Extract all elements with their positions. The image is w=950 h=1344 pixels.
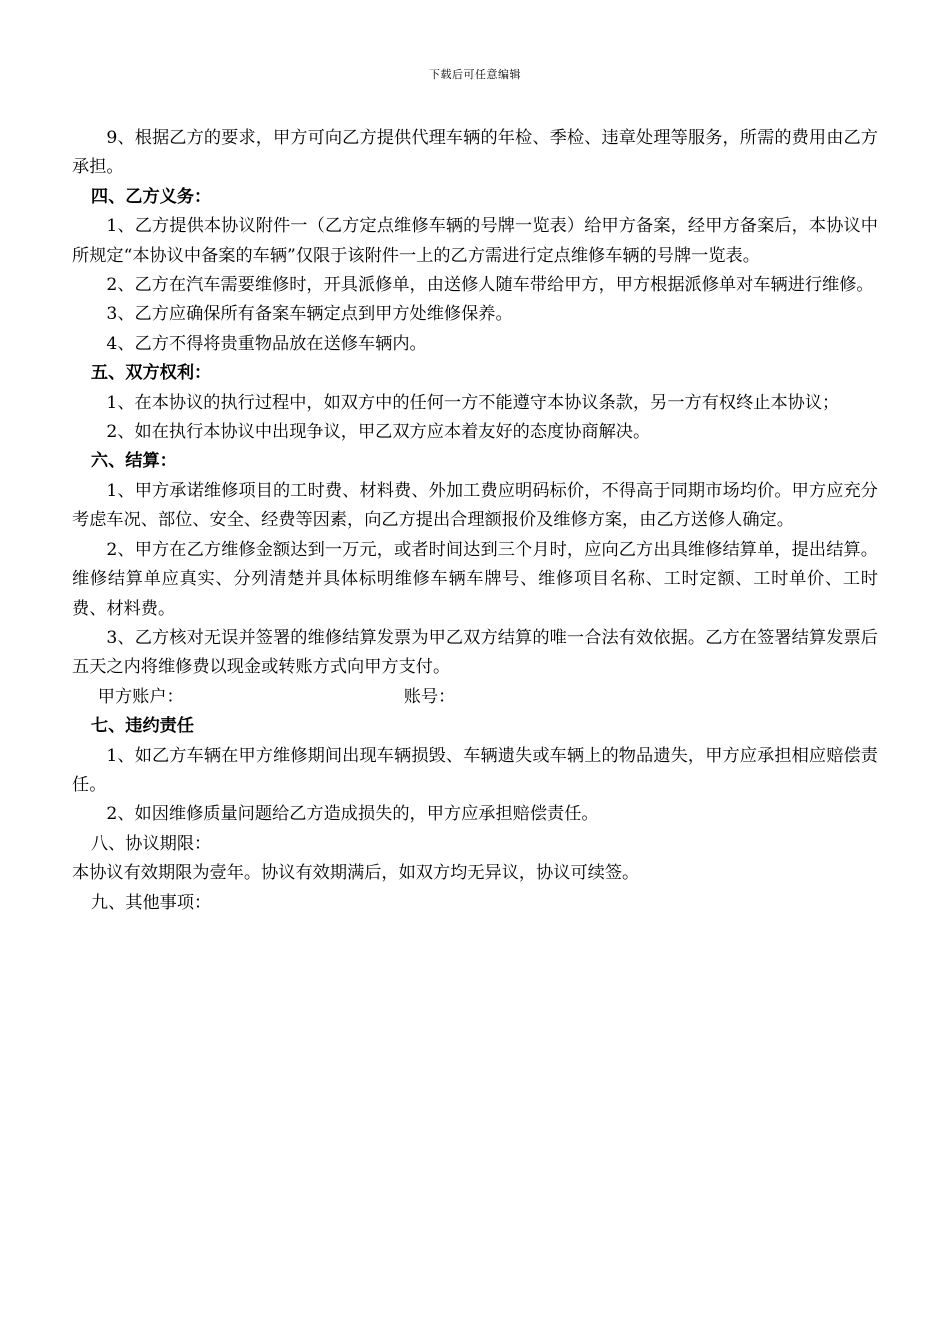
clause-3-9: 9、根据乙方的要求，甲方可向乙方提供代理车辆的年检、季检、违章处理等服务，所需的费用由乙方承担。 [72,128,878,178]
clause-6-2: 2、甲方在乙方维修金额达到一万元，或者时间达到三个月时，应向乙方出具维修结算单，提出结算。维修结算单应真实、分列清楚并具体标明维修车辆车牌号、维修项目名称、工时定额、工时单价、工时费、材料费。 [72,539,878,619]
clause-5-1: 1、在本协议的执行过程中，如双方中的任何一方不能遵守本协议条款，另一方有权终止本协议； [106,392,840,413]
section-9-title: 九、其他事项： [90,892,212,913]
section-8-title: 八、协议期限： [90,833,212,854]
clause-7-2: 2、如因维修质量问题给乙方造成损失的，甲方应承担赔偿责任。 [106,804,599,825]
section-6-title: 六、结算： [90,451,177,472]
clause-6-3: 3、乙方核对无误并签署的维修结算发票为甲乙双方结算的唯一合法有效依据。乙方在签署结算发票后五天之内将维修费以现金或转账方式向甲方支付。 [72,627,878,678]
clause-4-3: 3、乙方应确保所有备案车辆定点到甲方处维修保养。 [106,304,513,325]
account-row [72,683,878,712]
clause-6-1: 1、甲方承诺维修项目的工时费、材料费、外加工费应明码标价，不得高于同期市场均价。甲方应充分考虑车况、部位、安全、经费等因素，向乙方提出合理额报价及维修方案，由乙方送修人确定。 [72,480,878,531]
account-label: 甲方账户： [97,686,184,707]
clause-5-2: 2、如在执行本协议中出现争议，甲乙双方应本着友好的态度协商解决。 [106,422,651,443]
section-4-title: 四、乙方义务： [90,186,212,207]
section-7-title: 七、违约责任 [90,716,195,737]
clause-4-1: 1、乙方提供本协议附件一（乙方定点维修车辆的号牌一览表）给甲方备案，经甲方备案后，本协议中所规定“本协议中备案的车辆”仅限于该附件一上的乙方需进行定点维修车辆的号牌一览表。 [72,216,878,266]
clause-4-2: 2、乙方在汽车需要维修时，开具派修单，由送修人随车带给甲方，甲方根据派修单对车辆进行维修。 [106,275,874,296]
clause-4-4: 4、乙方不得将贵重物品放在送修车辆内。 [106,333,427,354]
section-5-title: 五、双方权利： [90,363,212,384]
section-8-text: 本协议有效期限为壹年。协议有效期满后，如双方均无异议，协议可续签。 [72,863,640,884]
document-body [72,124,878,918]
clause-7-1: 1、如乙方车辆在甲方维修期间出现车辆损毁、车辆遗失或车辆上的物品遗失，甲方应承担相应赔偿责任。 [72,745,878,795]
account-number-label: 账号： [403,686,456,707]
page-header-watermark: 下载后可任意编辑 [429,68,521,81]
